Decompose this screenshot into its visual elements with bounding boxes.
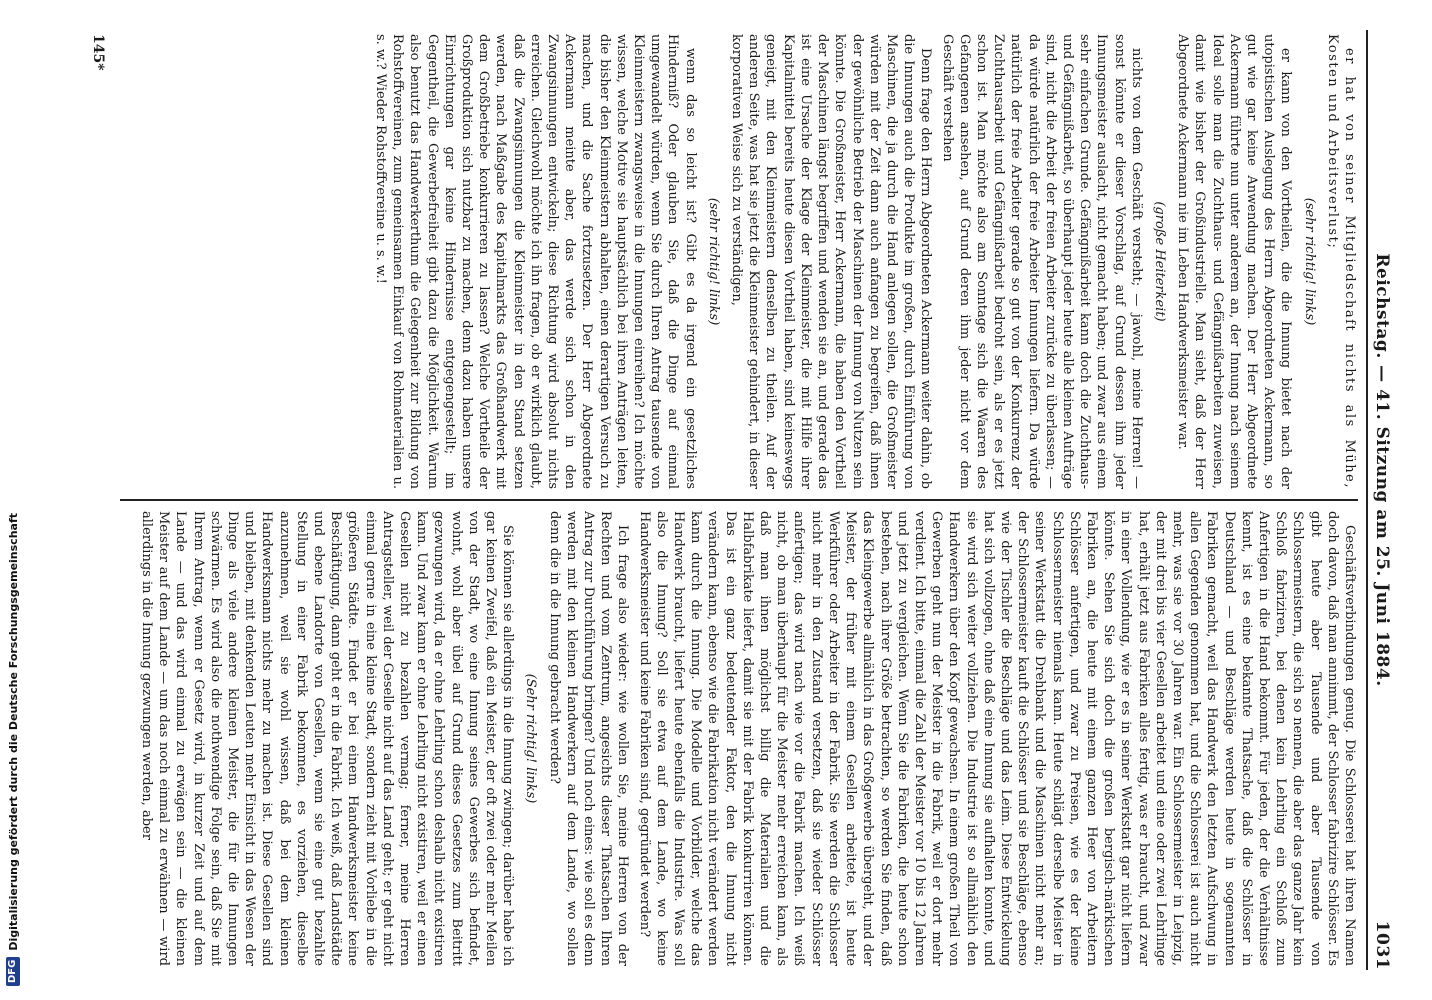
digitization-credit-text: Digitalisierung gefördert durch die Deutsche Forschungsgemeinschaft (6, 512, 20, 951)
interjection: (sehr richtig! links) (705, 197, 721, 326)
page-number: 1031 (1372, 920, 1392, 970)
paragraph: er kann von den Vortheilen, die die Innung bietet nach der utopistischen Auslegung des Herrn Abgeordneten Ackermann, so gut wie gar keine Anwendung machen. Der Herr Abgeordnete Ackermann führte nun unter anderem an, der Innung nach seinem Ideal solle man die Zuchthaus- und Gefängnißarbeiten zuweisen, damit wie bisher der Großindustrielle. Man sieht, daß der Herr Abgeordnete Ackermann nie im Leben Handwerksmeister war. (1175, 34, 1294, 489)
paragraph: Geschäftsverbindungen genug. Die Schlosserei hat ihren Namen doch davon, daß man annimmt, der Schlosser fabrizire Schlösser. Es gibt heute aber Tausende und aber Tausende von Schlossermeistern, die sich so nennen, die aber das ganze Jahr kein Schloß fabriziren, bei denen kein Lehrling ein Schloß zum Anfertigen in die Hand bekommt. Für jeden, der die Verhältnisse kennt, ist es eine bekannte Thatsache, daß die Schlösser in Deutschland — und Beschläge werden heute in sogenannten Fabriken gemacht, weil das Handwerk den letzten Aufschwung in allen Gegenden genommen hat, und die Schlosserei ist auch nicht mehr, was sie vor 30 Jahren war. Ein Schlossermeister in Leipzig, der mit drei bis vier Gesellen arbeitet und eine oder zwei Lehrlinge hat, erhält jetzt aus Fabriken alles fertig, was er braucht, und zwar in einer Vollendung, wie er es in seiner Werkstatt gar nicht liefern könnte. Sehen Sie sich doch die großen bergisch-märkischen Fabriken an, die heute mit einem ganzen Heer von Arbeitern Schlösser anfertigen, und zwar zu Preisen, wie es der kleine Schlossermeister niemals kann. Heute schlägt derselbe Meister in seiner Werkstatt die Drehbank und die Maschinen nicht mehr an; der Schlossermeister kauft die Schlösser und sie Beschläge, ebenso wie der Tischler die Beschläge und das Leim. Diese Entwickelung hat sich vollzogen, ohne daß eine Innung sie aufhalten konnte, und sie wird sich weiter vollziehen. Die Industrie ist so allmählich den Handwerkern über den Kopf gewachsen. In einem großen Theil von Gewerben geht nun der Meister in die Fabrik, weil er dort mehr verdient. Ich bitte, einmal die Zahl der Meister vor 10 bis 12 Jahren und jetzt zu vergleichen. Wenn Sie die Fabriken, die heute schon bestehen, nach ihrer Größe betrachten, so werden Sie finden, daß das Kleingewerbe allmählich in das Großgewerbe übergeht, und der Meister, der früher mit einem Gesellen arbeitete, ist heute Werkführer oder Arbeiter in der Fabrik. Sie werden die Schlosser nicht mehr in den Zustand versetzen, daß sie wieder Schlösser anfertigen; das wird nach wie vor die Fabrik machen. Ich weiß nicht, ob man überhaupt für die Meister mehr erreichen kann, als daß man ihnen möglichst billig die Materialien und die Halbfabrikate liefert, damit sie mit der Fabrik konkurriren können. Das ist ein ganz bedeutender Faktor, den die Innung nicht verändern kann, ebenso wie die Fabrikation nicht verändert werden kann durch die Innung. Die Modelle und Vorbilder, welche das Handwerk braucht, liefert heute ebenfalls die Industrie. Was soll also die Innung? Soll sie etwa auf dem Lande, wo keine Handwerksmeister und keine Fabriken sind, gegründet werden? (636, 511, 1357, 966)
paragraph: Ich frage also wieder: wie wollen Sie, meine Herren von der Rechten und vom Zentrum, angesichts dieser Thatsachen Ihren Antrag zur Durchführung bringen? Und noch eines: wie soll es denn werden mit den kleinen Handwerkern auf dem Lande, wo sollen denn die in die Innung gebracht werden? (546, 511, 631, 966)
paragraph: Sie können sie allerdings in die Innung zwingen; darüber habe ich gar keinen Zweifel, daß ein Meister, der oft zwei oder mehr Meilen von der Stadt, wo eine Innung seines Gewerbes sich befindet, wohnt, wohl aber übel auf Grund dieses Gesetzes zum Beitritt gezwungen wird, da er ohne Lehrling schon deshalb nicht existiren kann. Und zwar kann er ohne Lehrling nicht existiren, weil er einen Gesellen nicht zu bezahlen vermag; ferner, meine Herren Antragsteller, weil der Geselle nicht auf das Land geht; er geht nicht einmal gerne in eine kleine Stadt, sondern zieht mit Vorliebe in die größeren Städte. Findet er bei einem Handwerksmeister keine Beschäftigung, dann geht er in die Fabrik. Ich weiß, daß Landstädte und ebene Landorte von Gesellen, wenn sie eine gut bezahlte Stellung in einer Fabrik bekommen, es vorziehen, dieselbe anzunehmen, weil sie wohl wissen, daß bei dem kleinen Handwerksmann nichts mehr zu machen ist. Diese Gesellen sind und bleiben, mit denkenden Leuten mehr Einsicht in das Wesen der Dinge als viele andere kleinen Meister, die für die Innungen schwärmen. Es wird also die nothwendige Folge sein, daß Sie mit Ihrem Antrag, wenn er Gesetz wird, in kurzer Zeit und auf dem Lande — und das wird einmal zu erwägen sein — die kleinen Meister auf dem Lande — um das noch einmal zu erwähnen — wird allerdings in die Innung gezwungen werden, aber (138, 511, 516, 966)
right-column (120, 511, 1358, 966)
interjection: (Sehr richtig! links) (523, 673, 539, 804)
rotated-newspaper-page (60, 0, 1410, 1000)
page-header (1366, 30, 1396, 970)
interjection: (große Heiterkeit) (1151, 201, 1167, 322)
paragraph: Denn frage den Herrn Abgeordneten Ackermann weiter dahin, ob die Innungen auch die Produkte im großen, durch Einführung von Maschinen, die ja durch die Hand anlegen sollen, die Großmeister würden mit der Zeit dann auch anfangen zu begreifen, daß ihnen der gewöhnliche Betrieb der Maschinen der Innung von Nutzen sein könnte. Die Großmeister, Herr Ackermann, die haben den Vortheil der Maschinen längst begriffen und wenden sie an, und gerade das ist eine Ursache der Klage der Kleinmeister, die mit Hilfe ihrer Kapitalmittel bereits heute diesen Vortheil haben, sind keineswegs geneigt, mit den Kleinmeistern denselben zu theilen. Auf der anderen Seite, was hat sie jetzt die Kleinmeister gehindert, in dieser korporativen Weise sich zu verständigen, (729, 34, 934, 489)
paragraph: wenn das so leicht ist? Gibt es da irgend ein gesetzliches Hinderniß? Oder glauben Sie, daß die Dinge auf einmal umgewandelt würden, wenn Sie durch Ihren Antrag tausende von Kleinmeistern zwangsweise in die Innungen einreihen? Ich möchte wissen, welche Motive sie hauptsächlich bei ihren Anträgen leiten, die bisher den Kleinmeistern abhalten, einen derartigen Versuch zu machen, und die Sache fortzusetzen. Der Herr Abgeordnete Ackermann meinte aber, das werde sich schon in den Zwangsinnungen entwickeln; diese Richtung wird absolut nichts erreichen. Gleichwohl möchte ich ihn fragen, ob er wirklich glaubt, daß die Zwangsinnungen die Kleinmeister in den Stand setzen werden, nach Maßgabe des Kapitalmarkts das Großhandwerk mit dem Großbetriebe konkurrieren zu lassen? Welche Vortheile der Großproduktion sich nutzbar zu machen, denn dazu haben unsere Einrichtungen gar keine Hindernisse entgegengestellt; im Gegentheil, die Gewerbefreiheit gibt dazu die Möglichkeit. Warum also benutzt das Handwerkerthum die Gelegenheit zur Bildung von Rohstoffvereinen, zum gemeinsamen Einkauf von Rohmaterialien u. s. w.? Wieder Rohstoffvereine u. s. w.! (373, 34, 698, 489)
page-header-title: Reichstag. — 41. Sitzung am 25. Juni 1884. (1372, 253, 1392, 687)
dfg-logo-icon: DFG (6, 957, 20, 986)
interjection: (sehr richtig! links) (1301, 197, 1317, 326)
column-divider (120, 499, 1358, 501)
newspaper-sheet (60, 0, 1410, 1000)
paragraph: nichts von dem Geschäft versteht; — jawohl, meine Herren! — sonst könnte er dieser Vorschlag, auf Grund dessen ihm jeder Innungsmeister auslacht, nicht gemacht haben; und zwar aus einem sehr einfachen Grunde. Gefängnißarbeit kann doch die Zuchthaus- und Gefängnißarbeit, so überhaupt jeder heute alle kleinen Aufträge sind, nicht die Arbeit der freien Arbeiter zurücke zu überlassen; — da würde natürlich der freie Arbeiter Innungen liefern. Da würde natürlich der freie Arbeiter gerade so gut von der Konkurrenz der Zuchthausarbeit und Gefängnißarbeit bedroht sein, als er es jetzt schon ist. Man möchte also am Sonntage sich die Waaren des Gefangenen ansehen, auf Grund deren ihm jeder nicht vor dem Geschäft verstehen (939, 34, 1144, 489)
signature-mark: 145* (90, 34, 106, 71)
paragraph: er hat von seiner Mitgliedschaft nichts als Mühe, Kosten und Arbeitsverlust; (1324, 34, 1357, 489)
digitization-credit-strip (2, 0, 24, 1000)
left-column (120, 34, 1358, 489)
